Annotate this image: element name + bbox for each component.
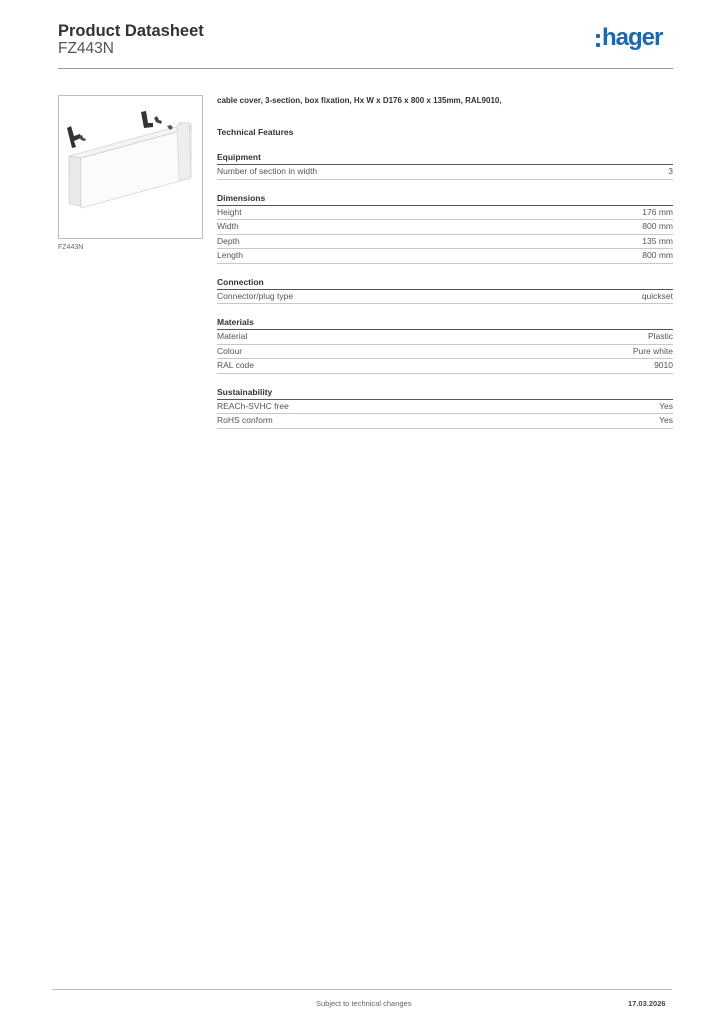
spec-label: Length: [217, 250, 243, 260]
spec-label: RoHS conform: [217, 415, 273, 425]
spec-value: 9010: [654, 360, 673, 370]
product-image: [58, 95, 203, 239]
page-title: Product Datasheet: [58, 22, 204, 40]
footer-note: Subject to technical changes: [316, 999, 412, 1008]
spec-value: Yes: [659, 400, 673, 411]
spec-value: Yes: [659, 415, 673, 425]
spec-row: [217, 220, 673, 235]
spec-label: Material: [217, 331, 248, 341]
spec-row: [217, 249, 673, 264]
spec-label: Connector/plug type: [217, 290, 294, 301]
section-dimensions: [217, 193, 673, 264]
hager-logo: [596, 24, 674, 56]
logo-dots: [596, 34, 600, 52]
spec-value: 800 mm: [642, 221, 673, 231]
spec-label: RAL code: [217, 360, 255, 370]
spec-row: [217, 290, 673, 305]
section-sustainability: [217, 387, 673, 429]
spec-row: [217, 414, 673, 429]
spec-label: Depth: [217, 235, 240, 246]
section-equipment: [217, 152, 673, 180]
spec-row: [217, 359, 673, 374]
spec-value: 176 mm: [642, 206, 673, 217]
section-title: Connection: [217, 277, 673, 290]
cable-cover-illustration: [59, 96, 202, 238]
spec-label: Colour: [217, 345, 243, 356]
image-caption: FZ443N: [58, 244, 84, 251]
logo-wordmark: hager: [602, 24, 663, 51]
spec-row: [217, 330, 673, 345]
datasheet-content: [217, 96, 673, 429]
spec-value: 135 mm: [642, 235, 673, 246]
section-materials: [217, 317, 673, 374]
spec-row: [217, 400, 673, 415]
spec-row: [217, 345, 673, 360]
section-title: Equipment: [217, 152, 673, 165]
spec-value: 3: [668, 166, 673, 176]
section-connection: [217, 277, 673, 305]
footer-date: 17.03.2026: [628, 999, 666, 1008]
spec-row: [217, 165, 673, 180]
spec-value: quickset: [641, 290, 673, 301]
spec-label: Width: [217, 221, 239, 231]
product-description: cable cover, 3-section, box fixation, Hx W x D176 x 800 x 135mm, RAL9010,: [217, 96, 502, 105]
footer-divider: [52, 989, 672, 990]
section-title: Materials: [217, 317, 673, 330]
header-divider: [58, 68, 673, 69]
spec-label: Number of section in width: [217, 166, 318, 176]
spec-value: Pure white: [632, 345, 673, 356]
spec-row: [217, 235, 673, 250]
spec-value: 800 mm: [642, 250, 673, 260]
spec-label: Height: [217, 206, 242, 217]
spec-label: REACh-SVHC free: [217, 400, 289, 411]
article-number: FZ443N: [58, 40, 114, 57]
spec-value: Plastic: [647, 331, 673, 341]
section-title: Dimensions: [217, 193, 673, 206]
section-title: Sustainability: [217, 387, 673, 400]
feature-sections: [217, 152, 673, 429]
spec-row: [217, 206, 673, 221]
technical-features-heading: Technical Features: [217, 127, 294, 137]
